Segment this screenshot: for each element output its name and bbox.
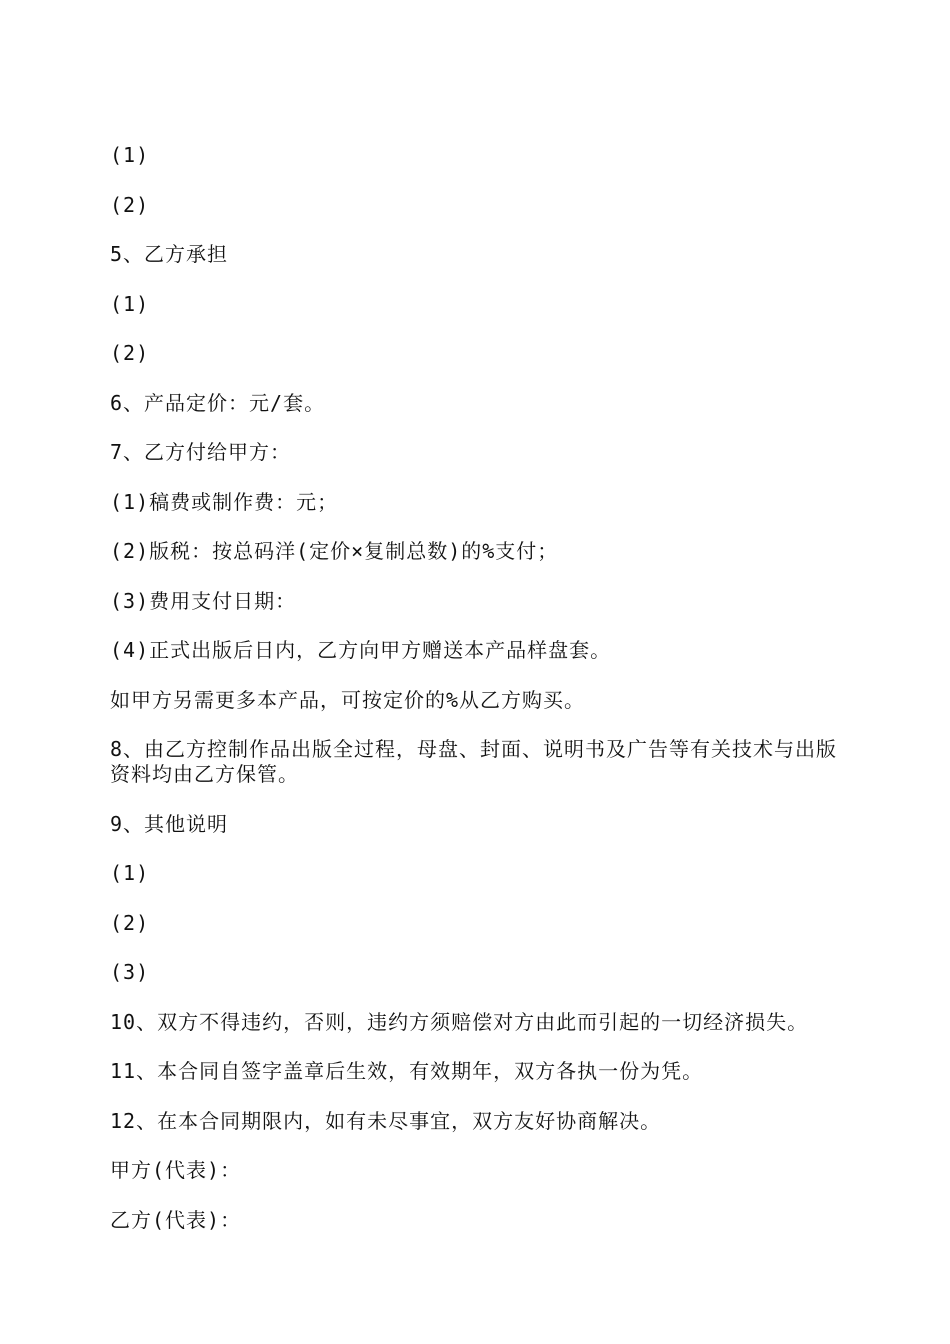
clause-7-item-2: (2)版税：按总码洋(定价×复制总数)的%支付； [110, 539, 559, 563]
paragraph-item-2: (2) [110, 341, 150, 365]
clause-9-item-1: (1) [110, 861, 150, 885]
clause-7-heading: 7、乙方付给甲方： [110, 440, 292, 464]
clause-5-heading: 5、乙方承担 [110, 242, 229, 266]
clause-7-item-1: (1)稿费或制作费：元； [110, 489, 339, 514]
document-body [110, 143, 842, 1257]
party-b-signature-line: 乙方(代表)： [110, 1207, 242, 1232]
clause-8: 8、由乙方控制作品出版全过程，母盘、封面、说明书及广告等有关技术与出版资料均由乙方保管。 [110, 737, 838, 786]
clause-7-item-4: (4)正式出版后日内，乙方向甲方赠送本产品样盘套。 [110, 638, 612, 662]
clause-6-price: 6、产品定价：元/套。 [110, 390, 326, 415]
clause-9-item-2: (2) [110, 910, 150, 935]
clause-7-item-3: (3)费用支付日期： [110, 588, 297, 613]
clause-12: 12、在本合同期限内，如有未尽事宜，双方友好协商解决。 [110, 1108, 662, 1133]
party-a-signature-line: 甲方(代表)： [110, 1158, 242, 1182]
clause-10: 10、双方不得违约，否则，违约方须赔偿对方由此而引起的一切经济损失。 [110, 1009, 809, 1034]
paragraph-item-1: (1) [110, 291, 150, 316]
clause-9-item-3: (3) [110, 960, 150, 984]
clause-11: 11、本合同自签字盖章后生效，有效期年，双方各执一份为凭。 [110, 1059, 704, 1083]
paragraph-item-2: (2) [110, 192, 150, 217]
clause-7-note: 如甲方另需更多本产品，可按定价的%从乙方购买。 [110, 687, 586, 712]
paragraph-item-1: (1) [110, 143, 150, 167]
clause-9-heading: 9、其他说明 [110, 811, 229, 836]
